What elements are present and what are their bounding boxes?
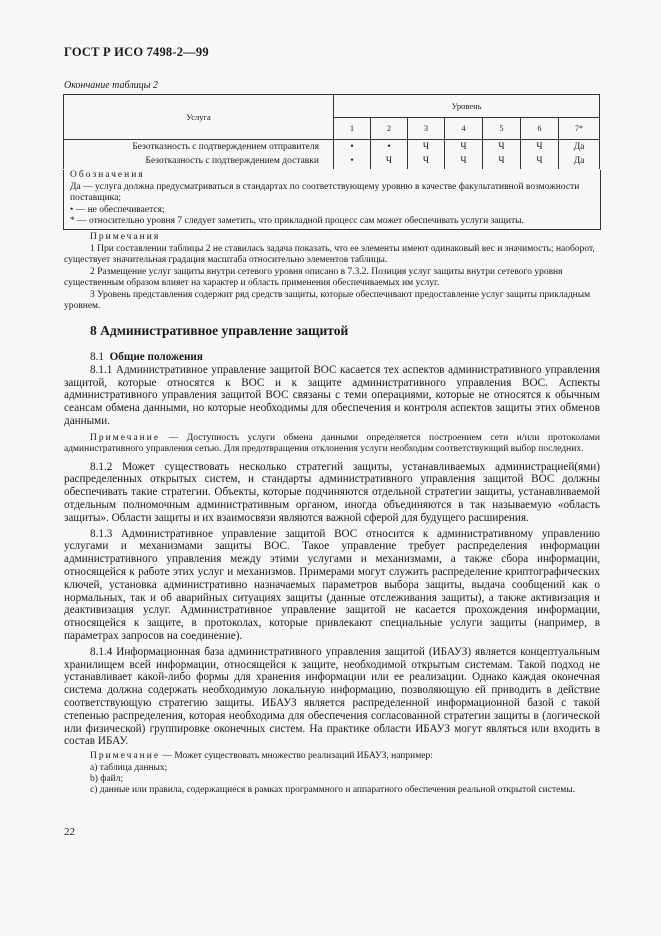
- security-services-table: [63, 94, 600, 169]
- level-cell: Ч: [408, 154, 445, 169]
- level-cell: •: [371, 140, 408, 154]
- note-label: Примечание: [90, 432, 161, 443]
- level-header-cell: 3: [408, 118, 445, 140]
- table-legend: [63, 170, 601, 230]
- level-cell: Ч: [483, 154, 521, 169]
- note-text: — Доступность услуги обмена данными определяется построением сети и/или протоколами административного управления сетью. Для предотвращения отклонения услуги необходим соответствующий выбор последних.: [64, 432, 600, 455]
- level-header-cell: 4: [445, 118, 483, 140]
- note-list-item: а) таблица данных;: [90, 762, 168, 773]
- level-header-cell: 1: [334, 118, 371, 140]
- table-notes: [64, 232, 600, 313]
- section-heading: 8 Административное управление защитой: [90, 323, 349, 338]
- level-cell: Ч: [521, 140, 559, 154]
- service-name-cell: Безотказность с подтверждением доставки: [64, 154, 334, 169]
- level-header-cell: 2: [371, 118, 408, 140]
- service-column-header: Услуга: [64, 95, 334, 140]
- table-row: [64, 154, 600, 169]
- notes-title: Примечания: [90, 232, 161, 242]
- note-8-1-1: [64, 433, 600, 456]
- subsection-title: Общие положения: [109, 351, 203, 363]
- note-item: 3 Уровень представления содержит ряд средств защиты, которые обеспечивают предоставление услуг защиты прикладным уровнем.: [64, 289, 591, 311]
- subsection-number: 8.1: [90, 351, 104, 363]
- page-number: 22: [64, 826, 75, 838]
- paragraph-8-1-2: 8.1.2 Может существовать несколько стратегий защиты, устанавливаемых администрацией(ями) распределенных открытых систем, и стандарты административного управления защитой ВОС должны обеспечивать такие стратегии. Объекты, которые подчиняются отдельной стратегии защиты, устанавливаемой отдельным полномочным административным органом, иногда объединяются в так называемую «область защиты». Области защиты и их взаимосвязи являются важной сферой для будущего расширения.: [64, 460, 600, 524]
- level-cell: Ч: [445, 140, 483, 154]
- document-header: ГОСТ Р ИСО 7498-2—99: [64, 45, 209, 59]
- subsection-heading: [64, 351, 600, 364]
- note-8-1-4: [64, 751, 600, 762]
- note-list-item: c) данные или правила, содержащиеся в рамках программного и аппаратного обеспечения реальной открытой системы.: [90, 785, 576, 796]
- note-item: 1 При составлении таблицы 2 не ставилась задача показать, что ее элементы имеют одинаковый вес и значимость; наоборот, существует значительная градация масштаба относительно элементов таблицы.: [64, 243, 595, 265]
- level-cell: Да: [559, 140, 600, 154]
- table-row: [64, 140, 600, 154]
- section-body: [64, 351, 600, 797]
- legend-title: Обозначения: [70, 170, 145, 180]
- paragraph-8-1-3: 8.1.3 Административное управление защитой ВОС относится к административному управлению услугами и механизмами защиты ВОС. Такое управление требует распределения информации административного управления между этими услугами и механизмами, а также сбора информации, относящейся к работе этих услуг и механизмов. Примерами могут служить распределение криптографических ключей, установка административно назначаемых параметров выбора защиты, выдача сообщений как о нормальных, так и об аварийных ситуациях защиты (данные отслеживания защиты), а также активизация и деактивизация услуг. Административное управление защитой не касается прохождения информации, относящейся к защите, в протоколах, которые привлекают специальные услуги защиты (например, в параметрах запросов на соединение).: [64, 527, 600, 642]
- level-header-cell: 7*: [559, 118, 600, 140]
- note-text: — Может существовать множество реализаций ИБАУЗ, например:: [160, 751, 433, 762]
- level-cell: •: [334, 154, 371, 169]
- note-item: 2 Размещение услуг защиты внутри сетевого уровня описано в 7.3.2. Позиция услуг защиты внутри сетевого уровня существенным образом влияет на характер и область применения обеспечиваемых им услуг.: [64, 266, 563, 288]
- legend-item: • — не обеспечивается;: [70, 204, 165, 215]
- legend-item: Да — услуга должна предусматриваться в стандартах по соответствующему уровню в качестве факультативной возможности поставщика;: [70, 181, 580, 203]
- level-header-cell: 5: [483, 118, 521, 140]
- legend-item: * — относительно уровня 7 следует заметить, что прикладной процесс сам может обеспечивать услуги защиты.: [70, 216, 524, 226]
- service-name-cell: Безотказность с подтверждением отправителя: [64, 140, 334, 154]
- level-cell: Ч: [371, 154, 408, 169]
- level-column-header: Уровень: [334, 95, 600, 118]
- level-cell: Ч: [408, 140, 445, 154]
- level-cell: Да: [559, 154, 600, 169]
- level-cell: Ч: [521, 154, 559, 169]
- paragraph-8-1-4: 8.1.4 Информационная база административного управления защитой (ИБАУЗ) является концептуальным хранилищем всей информации, относящейся к защите, необходимой открытым системам. Такой подход не устанавливает какой-либо формы для хранения информации или ее реализации. Однако каждая оконечная система должна содержать необходимую локальную информацию, позволяющую ей приводить в действие соответствующую стратегию защиты. ИБАУЗ является распределенной информационной базой с такой степенью распределения, которая необходима для обеспечения согласованной стратегии защиты в (логической или физической) группировке оконечных систем. На практике области ИБАУЗ могут являться или входить в состав ИБАУ.: [64, 645, 600, 748]
- level-cell: Ч: [445, 154, 483, 169]
- note-label: Примечание: [90, 751, 161, 762]
- note-list-item: b) файл;: [90, 773, 124, 784]
- level-header-cell: 6: [521, 118, 559, 140]
- level-cell: Ч: [483, 140, 521, 154]
- table-continuation-label: Окончание таблицы 2: [64, 80, 158, 91]
- paragraph-8-1-1: 8.1.1 Административное управление защитой ВОС касается тех аспектов административного управления защитой, которые относятся к ВОС и к защите административного управления ВОС. Аспекты административного управления защитой ВОС связаны с теми операциями, которые не относятся к обычным сеансам обмена данными, но которые необходимы для обеспечения и контроля аспектов защиты этих обменов данными.: [64, 363, 600, 427]
- level-cell: •: [334, 140, 371, 154]
